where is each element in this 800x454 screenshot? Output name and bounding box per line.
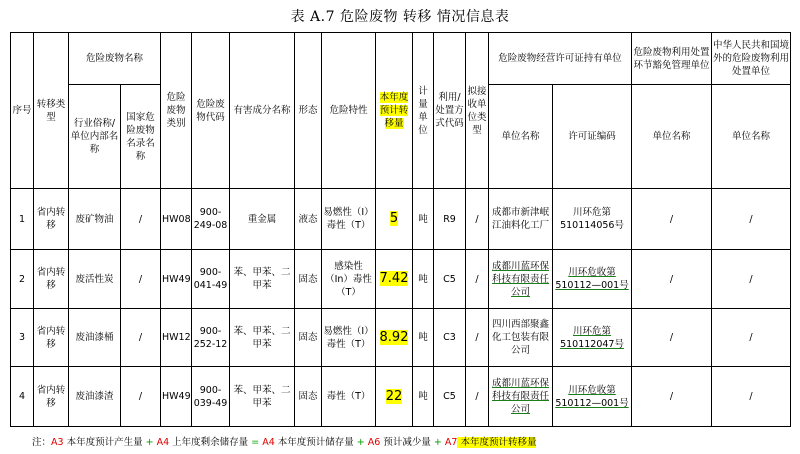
cell-abroad: / <box>712 309 791 367</box>
cell-abroad: / <box>712 250 791 309</box>
cell-industry: 废油漆桶 <box>69 309 121 367</box>
cell-seq: 2 <box>11 250 34 309</box>
cell-code: 900-252-12 <box>192 309 230 367</box>
header-property: 危险特性 <box>322 33 376 189</box>
cell-receiver: / <box>466 367 489 427</box>
cell-unit: 吨 <box>413 189 434 250</box>
table-row <box>11 367 791 427</box>
waste-transfer-table <box>10 32 791 427</box>
cell-disposal: C5 <box>434 250 466 309</box>
header-abroad-unit-name: 单位名称 <box>712 85 791 189</box>
note-t4: 预计减少量 <box>380 437 434 448</box>
cell-category: HW49 <box>161 367 192 427</box>
cell-category: HW08 <box>161 189 192 250</box>
header-disposal: 利用/处置方式代码 <box>434 33 466 189</box>
table-row <box>11 309 791 367</box>
cell-harmful: 苯、甲苯、二甲苯 <box>230 309 295 367</box>
cell-form: 固态 <box>295 250 322 309</box>
planned-value: 7.42 <box>379 271 409 286</box>
cell-code: 900-041-49 <box>192 250 230 309</box>
cell-exempt: / <box>632 250 712 309</box>
cell-unit: 吨 <box>413 309 434 367</box>
cell-property: 毒性（T） <box>322 367 376 427</box>
header-lic-number: 许可证编码 <box>553 85 632 189</box>
cell-national: / <box>121 189 161 250</box>
table-row <box>11 189 791 250</box>
note-t1: 本年度预计产生量 <box>63 437 146 448</box>
header-row-1 <box>11 33 791 85</box>
cell-abroad: / <box>712 367 791 427</box>
cell-lic-no: 川环危第510114056号 <box>553 189 632 250</box>
planned-value: 8.92 <box>379 329 409 345</box>
header-planned <box>376 33 413 189</box>
note-t2: 上年度剩余储存量 <box>169 437 252 448</box>
cell-lic-name: 四川西部聚鑫化工包装有限公司 <box>489 309 553 367</box>
cell-unit: 吨 <box>413 367 434 427</box>
cell-exempt: / <box>632 367 712 427</box>
cell-planned <box>376 250 413 309</box>
cell-harmful: 苯、甲苯、二甲苯 <box>230 250 295 309</box>
note-a6: A6 <box>364 437 381 448</box>
cell-seq: 1 <box>11 189 34 250</box>
note-a4: A4 <box>153 437 170 448</box>
lic-no-text: 川环危第510112047号 <box>560 325 624 350</box>
header-waste-name-group: 危险废物名称 <box>69 33 161 85</box>
note-t3: 本年度预计储存量 <box>274 437 357 448</box>
cell-seq: 4 <box>11 367 34 427</box>
cell-property: 易燃性（I）毒性（T） <box>322 189 376 250</box>
cell-abroad: / <box>712 189 791 250</box>
cell-national: / <box>121 250 161 309</box>
cell-type: 省内转移 <box>34 189 69 250</box>
cell-industry: 废油漆渣 <box>69 367 121 427</box>
cell-type: 省内转移 <box>34 309 69 367</box>
cell-property: 感染性（In）毒性（T） <box>322 250 376 309</box>
cell-receiver: / <box>466 189 489 250</box>
cell-harmful: 重金属 <box>230 189 295 250</box>
header-category: 危险废物类别 <box>161 33 192 189</box>
header-licensed-group: 危险废物经营许可证持有单位 <box>489 33 632 85</box>
cell-exempt: / <box>632 189 712 250</box>
header-planned-text: 本年度预计转移量 <box>379 92 409 129</box>
cell-form: 固态 <box>295 309 322 367</box>
header-seq: 序号 <box>11 33 34 189</box>
planned-value: 22 <box>385 388 403 404</box>
cell-code: 900-249-08 <box>192 189 230 250</box>
lic-no-text: 川环危收第510112—001号 <box>555 267 629 291</box>
header-national-name: 国家危险废物名录名称 <box>121 85 161 189</box>
note-plus-3: + <box>433 437 442 448</box>
note-a4b: A4 <box>259 437 275 448</box>
cell-national: / <box>121 367 161 427</box>
cell-form: 固态 <box>295 367 322 427</box>
lic-no-text: 川环危收第510112—001号 <box>555 384 629 409</box>
cell-category: HW49 <box>161 250 192 309</box>
note-a7: A7 <box>441 437 458 448</box>
note-t5: 本年度预计转移量 <box>457 437 537 448</box>
header-code: 危险废物代码 <box>192 33 230 189</box>
cell-form: 液态 <box>295 189 322 250</box>
cell-industry: 废活性炭 <box>69 250 121 309</box>
note-plus-1: + <box>145 437 154 448</box>
lic-name-text: 成都川蓝环保科技有限责任公司 <box>492 260 550 298</box>
note-equals: = <box>251 437 260 448</box>
cell-seq: 3 <box>11 309 34 367</box>
header-lic-unit-name: 单位名称 <box>489 85 553 189</box>
cell-lic-name: 成都市新津岷江油料化工厂 <box>489 189 553 250</box>
cell-disposal: R9 <box>434 189 466 250</box>
table-title: 表 A.7 危险废物 转移 情况信息表 <box>290 9 510 25</box>
header-transfer-type: 转移类型 <box>34 33 69 189</box>
header-unit: 计量单位 <box>413 33 434 189</box>
header-industry-name: 行业俗称/单位内部名称 <box>69 85 121 189</box>
header-form: 形态 <box>295 33 322 189</box>
planned-value: 5 <box>389 211 399 226</box>
cell-harmful: 苯、甲苯、二甲苯 <box>230 367 295 427</box>
note-prefix: 注： <box>32 437 52 448</box>
cell-planned <box>376 309 413 367</box>
cell-industry: 废矿物油 <box>69 189 121 250</box>
cell-unit: 吨 <box>413 250 434 309</box>
cell-property: 易燃性（I）毒性（T） <box>322 309 376 367</box>
note-a3: A3 <box>51 437 64 448</box>
cell-planned <box>376 367 413 427</box>
header-receiver-type: 拟接收单位类型 <box>466 33 489 189</box>
header-harmful: 有害成分名称 <box>230 33 295 189</box>
cell-national: / <box>121 309 161 367</box>
table-row <box>11 250 791 309</box>
cell-exempt: / <box>632 309 712 367</box>
cell-code: 900-039-49 <box>192 367 230 427</box>
cell-planned <box>376 189 413 250</box>
lic-name-text: 成都川蓝环保科技有限责任公司 <box>492 378 550 415</box>
note-plus-2: + <box>356 437 365 448</box>
header-abroad-group: 中华人民共和国境外的危险废物利用处置单位 <box>712 33 791 85</box>
cell-receiver: / <box>466 309 489 367</box>
cell-disposal: C5 <box>434 367 466 427</box>
cell-type: 省内转移 <box>34 367 69 427</box>
cell-category: HW12 <box>161 309 192 367</box>
cell-lic-no <box>553 309 632 367</box>
cell-disposal: C3 <box>434 309 466 367</box>
cell-type: 省内转移 <box>34 250 69 309</box>
table-footnote <box>32 434 536 448</box>
cell-lic-name <box>489 367 553 427</box>
cell-lic-no <box>553 367 632 427</box>
cell-lic-name <box>489 250 553 309</box>
header-exempt-group: 危险废物利用处置环节豁免管理单位 <box>632 33 712 85</box>
cell-receiver: / <box>466 250 489 309</box>
cell-lic-no <box>553 250 632 309</box>
header-exempt-unit-name: 单位名称 <box>632 85 712 189</box>
